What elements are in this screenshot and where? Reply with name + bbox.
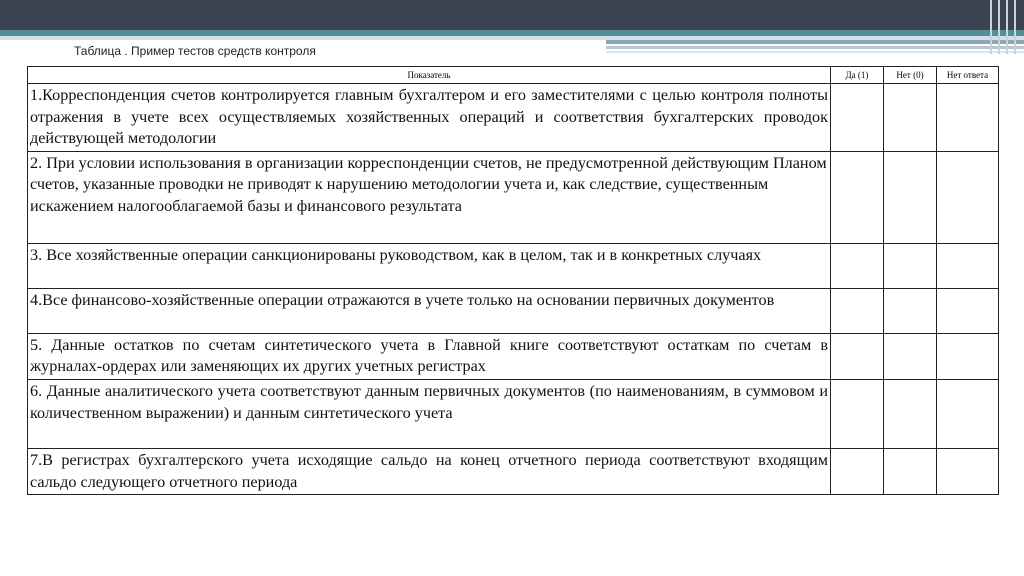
table-row bbox=[28, 84, 999, 152]
indicator-cell: 3. Все хозяйственные операции санкционированы руководством, как в целом, так и в конкретных случаях bbox=[28, 243, 831, 288]
no-answer-cell[interactable] bbox=[937, 243, 999, 288]
indicator-cell: 4.Все финансово-хозяйственные операции отражаются в учете только на основании первичных документов bbox=[28, 288, 831, 333]
no-cell[interactable] bbox=[884, 243, 937, 288]
control-tests-table bbox=[27, 66, 999, 495]
header-dark-band bbox=[0, 0, 1024, 30]
table-row bbox=[28, 243, 999, 288]
no-cell[interactable] bbox=[884, 288, 937, 333]
no-cell[interactable] bbox=[884, 379, 937, 448]
yes-cell[interactable] bbox=[831, 288, 884, 333]
no-answer-cell[interactable] bbox=[937, 151, 999, 243]
indicator-cell: 1.Корреспонденция счетов контролируется главным бухгалтером и его заместителями с целью контроля полноты отражения в учете всех осуществляемых хозяйственных операций и соответствия бухгалтерских проводок действующей методологии bbox=[28, 84, 831, 152]
no-cell[interactable] bbox=[884, 333, 937, 379]
table-row bbox=[28, 333, 999, 379]
yes-cell[interactable] bbox=[831, 448, 884, 494]
table-row bbox=[28, 151, 999, 243]
table-row bbox=[28, 288, 999, 333]
table-caption: Таблица . Пример тестов средств контроля bbox=[74, 44, 316, 58]
table-row bbox=[28, 448, 999, 494]
table-header-row bbox=[28, 67, 999, 84]
indicator-cell: 6. Данные аналитического учета соответствуют данным первичных документов (по наименованиям, в суммовом и количественном выражении) и данным синтетического учета bbox=[28, 379, 831, 448]
yes-cell[interactable] bbox=[831, 151, 884, 243]
header-no: Нет (0) bbox=[884, 67, 937, 84]
yes-cell[interactable] bbox=[831, 84, 884, 152]
indicator-cell: 2. При условии использования в организации корреспонденции счетов, не предусмотренной действующим Планом счетов, указанные проводки не приводят к нарушению методологии учета и, как следствие, существенным искажением налогооблагаемой базы и финансового результата bbox=[28, 151, 831, 243]
no-cell[interactable] bbox=[884, 448, 937, 494]
yes-cell[interactable] bbox=[831, 243, 884, 288]
no-cell[interactable] bbox=[884, 151, 937, 243]
no-answer-cell[interactable] bbox=[937, 448, 999, 494]
indicator-cell: 7.В регистрах бухгалтерского учета исходящие сальдо на конец отчетного периода соответствуют входящим сальдо следующего отчетного периода bbox=[28, 448, 831, 494]
no-cell[interactable] bbox=[884, 84, 937, 152]
header-indicator: Показатель bbox=[28, 67, 831, 84]
no-answer-cell[interactable] bbox=[937, 333, 999, 379]
indicator-cell: 5. Данные остатков по счетам синтетического учета в Главной книге соответствуют остаткам по счетам в журналах-ордерах или заменяющих их других учетных регистрах bbox=[28, 333, 831, 379]
yes-cell[interactable] bbox=[831, 379, 884, 448]
corner-decoration bbox=[984, 0, 1024, 54]
header-yes: Да (1) bbox=[831, 67, 884, 84]
no-answer-cell[interactable] bbox=[937, 288, 999, 333]
no-answer-cell[interactable] bbox=[937, 379, 999, 448]
table-row bbox=[28, 379, 999, 448]
decorative-stripes bbox=[606, 40, 1024, 54]
header-no-answer: Нет ответа bbox=[937, 67, 999, 84]
yes-cell[interactable] bbox=[831, 333, 884, 379]
no-answer-cell[interactable] bbox=[937, 84, 999, 152]
